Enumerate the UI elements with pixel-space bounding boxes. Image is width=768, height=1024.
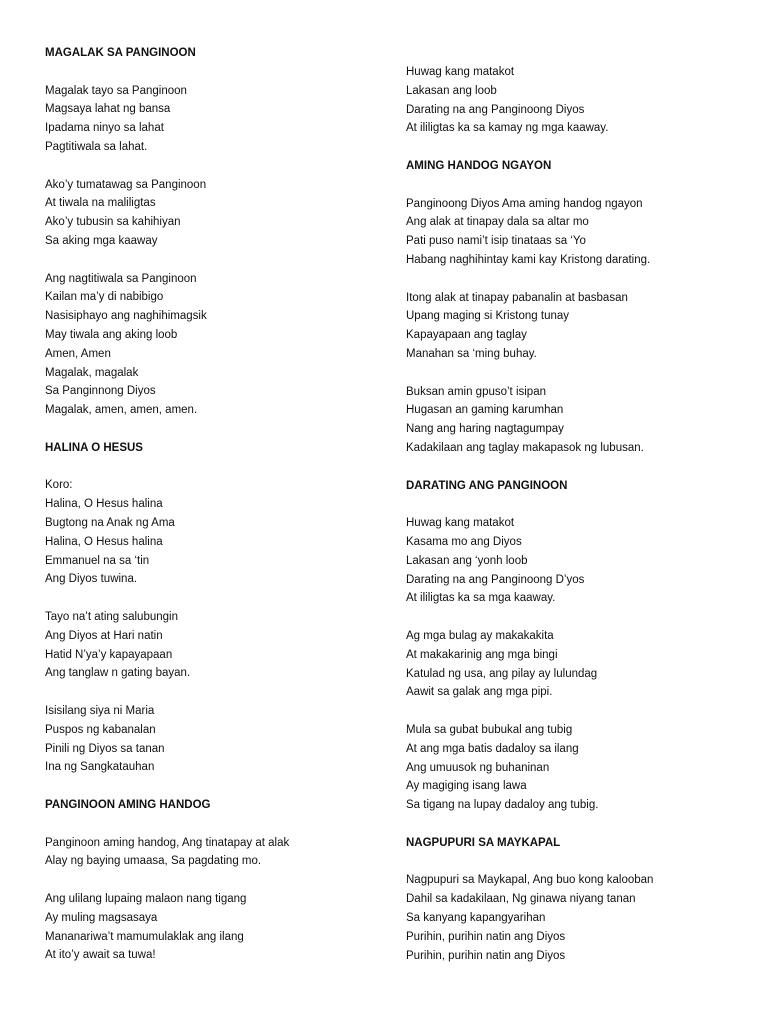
lyric-line: Sa aking mga kaaway — [45, 235, 158, 247]
lyric-line: Pagtitiwala sa lahat. — [45, 141, 148, 153]
lyric-line: Ang tanglaw n gating bayan. — [45, 667, 191, 680]
lyric-line: Kadakilaan ang taglay makapasok ng lubusan. — [406, 442, 644, 454]
lyric-line: At ito’y await sa tuwa! — [45, 949, 156, 962]
song-title: PANGINOON AMING HANDOG — [45, 799, 211, 811]
lyric-line: Ang Diyos tuwina. — [45, 573, 138, 586]
lyric-line: Tayo na’t ating salubungin — [45, 611, 178, 623]
lyric-line: Itong alak at tinapay pabanalin at basbasan — [406, 291, 628, 304]
lyric-line: Katulad ng usa, ang pilay ay lulundag — [406, 667, 598, 680]
lyric-line: Ag mga bulag ay makakakita — [406, 630, 554, 642]
lyric-line: Manahan sa ‘ming buhay. — [406, 348, 537, 360]
lyric-line: Magalak, amen, amen, amen. — [45, 404, 198, 417]
lyric-line: Hatid N’ya’y kapayapaan — [45, 648, 173, 661]
lyric-line: Darating na ang Panginoong Diyos — [406, 103, 585, 116]
lyric-line: Lakasan ang ‘yonh loob — [406, 554, 528, 567]
lyric-line: At ang mga batis dadaloy sa ilang — [406, 742, 579, 755]
lyric-line: Lakasan ang loob — [406, 84, 497, 97]
lyric-line: Mula sa gubat bubukal ang tubig — [406, 724, 573, 736]
lyric-line: Ipadama ninyo sa lahat — [45, 122, 164, 135]
lyric-line: At tiwala na maliligtas — [45, 197, 156, 210]
lyric-line: Magsaya lahat ng bansa — [45, 103, 171, 116]
lyric-line: Ina ng Sangkatauhan — [45, 761, 155, 774]
lyric-line: Habang naghihintay kami kay Kristong darating. — [406, 254, 651, 266]
lyric-line: Pinili ng Diyos sa tanan — [45, 742, 165, 755]
lyric-line: Huwag kang matakot — [406, 66, 515, 78]
lyric-line: May tiwala ang aking loob — [45, 329, 178, 341]
lyric-line: Halina, O Hesus halina — [45, 535, 163, 548]
lyric-line: At makakarinig ang mga bingi — [406, 648, 558, 661]
lyric-line: Ay magiging isang lawa — [406, 780, 527, 793]
lyric-line: Ang umuusok ng buhaninan — [406, 761, 550, 774]
lyric-line: Halina, O Hesus halina — [45, 498, 163, 511]
lyric-line: Ang nagtitiwala sa Panginoon — [45, 272, 197, 285]
lyric-line: Ang alak at tinapay dala sa altar mo — [406, 216, 589, 229]
lyric-line: Ako’y tumatawag sa Panginoon — [45, 178, 207, 191]
lyric-line: Buksan amin gpuso’t isipan — [406, 385, 546, 398]
lyric-line: Pati puso nami’t isip tinataas sa ‘Yo — [406, 235, 586, 248]
lyric-line: Ako’y tubusin sa kahihiyan — [45, 216, 181, 229]
lyric-line: Ang Diyos at Hari natin — [45, 629, 163, 642]
lyric-line: Hugasan an gaming karumhan — [406, 404, 564, 417]
lyric-line: Dahil sa kadakilaan, Ng ginawa niyang tanan — [406, 893, 636, 906]
lyric-line: Magalak tayo sa Panginoon — [45, 84, 187, 97]
lyric-line: Nagpupuri sa Maykapal, Ang buo kong kalooban — [406, 874, 654, 887]
lyric-line: Ay muling magsasaya — [45, 911, 158, 924]
lyric-line: Panginoon aming handog, Ang tinatapay at alak — [45, 836, 290, 849]
song-title: DARATING ANG PANGINOON — [406, 479, 568, 492]
lyric-line: Nasisiphayo ang naghihimagsik — [45, 310, 207, 323]
lyric-line: At ililigtas ka sa kamay ng mga kaaway. — [406, 122, 609, 135]
lyric-line: Amen, Amen — [45, 347, 111, 360]
lyric-line: Alay ng baying umaasa, Sa pagdating mo. — [45, 855, 262, 868]
lyric-line: Purihin, purihin natin ang Diyos — [406, 930, 566, 943]
lyric-line: Ang ulilang lupaing malaon nang tigang — [45, 893, 247, 905]
lyric-line: At ililigtas ka sa mga kaaway. — [406, 592, 556, 605]
lyric-line: Mananariwa’t mamumulaklak ang ilang — [45, 930, 244, 943]
lyric-line: Koro: — [45, 479, 73, 492]
lyric-line: Sa tigang na lupay dadaloy ang tubig. — [406, 799, 599, 812]
lyric-line: Bugtong na Anak ng Ama — [45, 517, 175, 529]
lyric-line: Darating na ang Panginoong D’yos — [406, 573, 585, 586]
lyric-line: Kasama mo ang Diyos — [406, 536, 522, 548]
lyric-line: Sa Panginnong Diyos — [45, 385, 156, 398]
lyric-line: Magalak, magalak — [45, 366, 139, 379]
lyric-line: Emmanuel na sa ‘tin — [45, 554, 150, 567]
lyric-line: Upang maging si Kristong tunay — [406, 310, 570, 323]
song-title: HALINA O HESUS — [45, 441, 143, 454]
lyric-line: Isisilang siya ni Maria — [45, 705, 155, 717]
lyric-line: Kapayapaan ang taglay — [406, 329, 527, 342]
lyric-line: Aawit sa galak ang mga pipi. — [406, 686, 553, 699]
lyric-line: Sa kanyang kapangyarihan — [406, 912, 546, 924]
lyric-line: Puspos ng kabanalan — [45, 723, 156, 736]
lyric-line: Panginoong Diyos Ama aming handog ngayon — [406, 197, 643, 210]
lyric-line: Purihin, purihin natin ang Diyos — [406, 949, 566, 962]
lyric-line: Nang ang haring nagtagumpay — [406, 423, 564, 436]
lyric-line: Kailan ma’y di nabibigo — [45, 291, 164, 304]
lyric-line: Huwag kang matakot — [406, 517, 515, 530]
song-title: NAGPUPURI SA MAYKAPAL — [406, 836, 561, 849]
song-title: MAGALAK SA PANGINOON — [45, 47, 196, 59]
song-title: AMING HANDOG NGAYON — [406, 160, 552, 172]
